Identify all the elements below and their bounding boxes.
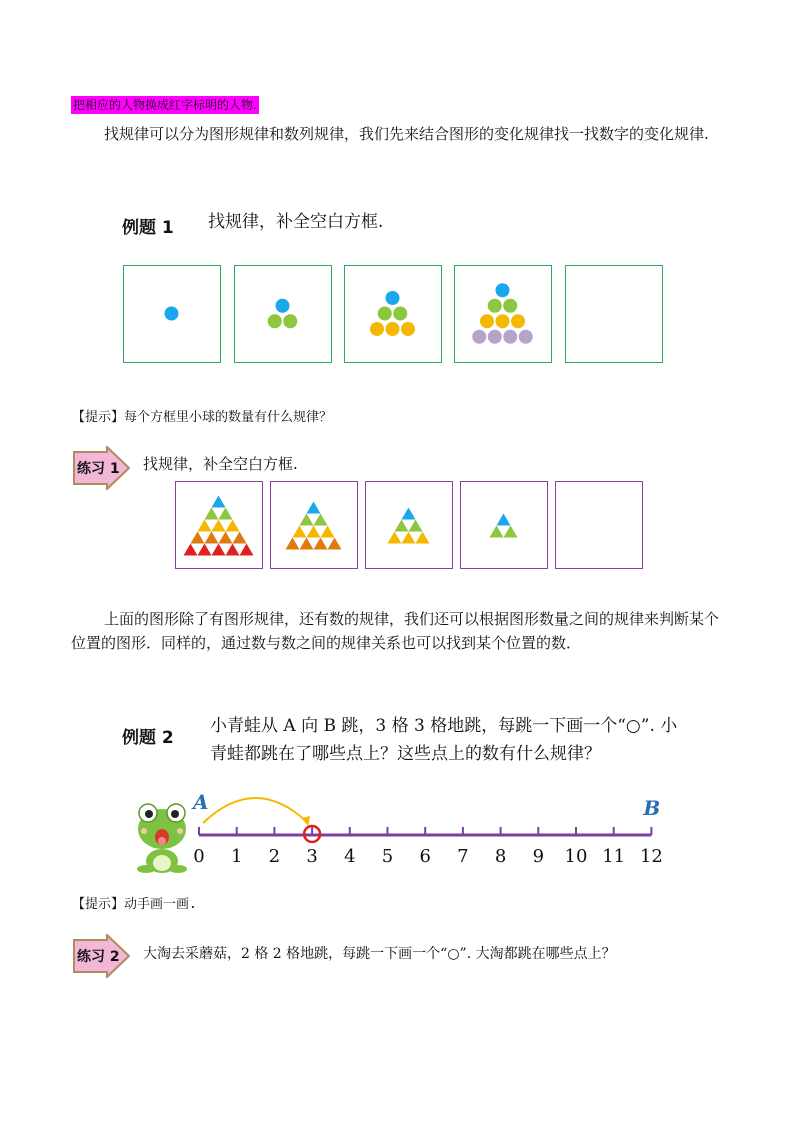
tick-label: 9 xyxy=(532,846,545,867)
ball xyxy=(386,322,400,336)
example1-hint: 【提示】每个方框里小球的数量有什么规律？ xyxy=(72,410,333,425)
tick-label: 12 xyxy=(639,846,663,867)
ball xyxy=(519,330,533,344)
ball xyxy=(378,307,392,321)
triangle xyxy=(314,514,328,526)
triangle xyxy=(314,538,328,550)
triangle xyxy=(307,502,321,514)
ball-box-3 xyxy=(344,265,442,363)
ball xyxy=(472,330,486,344)
ball xyxy=(503,299,517,313)
triangle xyxy=(286,538,300,550)
practice1-label: 练习 1 xyxy=(77,461,120,477)
triangle xyxy=(240,544,254,556)
highlight-note: 把相应的人物换成红字标明的人物. xyxy=(73,98,257,112)
triangle xyxy=(300,538,314,550)
triangle xyxy=(388,532,402,544)
triangle xyxy=(307,526,321,538)
example2-label: 例题 2 xyxy=(122,728,174,748)
ball xyxy=(401,322,415,336)
triangle-box-5 xyxy=(555,481,643,569)
jump-arc xyxy=(203,798,308,823)
number-line xyxy=(180,788,680,872)
triangle-box-1 xyxy=(175,481,263,569)
tick-label: 5 xyxy=(381,846,394,867)
tick-label: 10 xyxy=(564,846,588,867)
ball xyxy=(496,314,510,328)
triangle xyxy=(198,520,212,532)
triangle xyxy=(395,520,409,532)
ball-box-1 xyxy=(123,265,221,363)
triangle xyxy=(409,520,423,532)
triangle xyxy=(402,508,416,520)
triangle xyxy=(233,532,247,544)
triangle xyxy=(504,526,518,538)
tick-label: 6 xyxy=(419,846,431,867)
triangle xyxy=(300,514,314,526)
example2-hint: 【提示】动手画一画. xyxy=(72,897,197,912)
ball xyxy=(496,283,510,297)
tick-label: 11 xyxy=(602,846,626,867)
ball xyxy=(370,322,384,336)
example1-label: 例题 1 xyxy=(122,218,174,238)
tick-label: 1 xyxy=(230,846,243,867)
ball-box-4 xyxy=(454,265,552,363)
ball xyxy=(503,330,517,344)
triangle xyxy=(205,508,219,520)
practice2-badge xyxy=(71,934,133,982)
triangle xyxy=(226,520,240,532)
triangle xyxy=(293,526,307,538)
middle-paragraph: 上面的图形除了有图形规律，还有数的规律，我们还可以根据图形数量之间的规律来判断某个位置的图形．同样的，通过数与数之间的规律关系也可以找到某个位置的数． xyxy=(71,610,720,652)
ball xyxy=(386,291,400,305)
triangle-box-4 xyxy=(460,481,548,569)
triangle xyxy=(219,508,233,520)
point-b-label: B xyxy=(643,796,661,820)
triangle xyxy=(321,526,335,538)
ball xyxy=(393,307,407,321)
ball xyxy=(276,299,290,313)
tick-label: 8 xyxy=(494,846,507,867)
triangle xyxy=(328,538,342,550)
triangle xyxy=(219,532,233,544)
triangle-box-3 xyxy=(365,481,453,569)
tick-label: 0 xyxy=(193,846,205,867)
triangle-box-2 xyxy=(270,481,358,569)
triangle xyxy=(402,532,416,544)
practice2-label: 练习 2 xyxy=(77,949,120,965)
ball xyxy=(283,314,297,328)
triangle xyxy=(184,544,198,556)
practice1-text: 找规律，补全空白方框. xyxy=(143,455,298,473)
triangle xyxy=(416,532,430,544)
tick-label: 3 xyxy=(306,846,318,867)
tick-label: 4 xyxy=(344,846,356,867)
example2-text-line2: 青蛙都跳在了哪些点上？这些点上的数有什么规律？ xyxy=(210,744,601,764)
ball xyxy=(268,314,282,328)
triangle xyxy=(497,514,511,526)
ball xyxy=(488,299,502,313)
triangle xyxy=(191,532,205,544)
point-a-label: A xyxy=(193,790,209,814)
ball xyxy=(511,314,525,328)
triangle xyxy=(212,520,226,532)
triangle xyxy=(490,526,504,538)
practice2-text: 大淘去采蘑菇，2 格 2 格地跳，每跳一下画一个“○”. 大淘都跳在哪些点上？ xyxy=(143,946,616,962)
example1-text: 找规律，补全空白方框. xyxy=(208,212,384,232)
tick-label: 2 xyxy=(268,846,281,867)
example2-text-line1: 小青蛙从 A 向 B 跳，3 格 3 格地跳，每跳一下画一个“○”. 小 xyxy=(210,716,678,736)
triangle xyxy=(212,544,226,556)
ball xyxy=(488,330,502,344)
practice1-badge xyxy=(71,446,133,494)
tick-label: 7 xyxy=(457,846,469,867)
ball xyxy=(165,307,179,321)
triangle xyxy=(198,544,212,556)
triangle xyxy=(205,532,219,544)
ball-box-2 xyxy=(234,265,332,363)
ball xyxy=(480,314,494,328)
ball-box-5 xyxy=(565,265,663,363)
triangle xyxy=(226,544,240,556)
triangle xyxy=(212,496,226,508)
intro-paragraph: 找规律可以分为图形规律和数列规律，我们先来结合图形的变化规律找一找数字的变化规律. xyxy=(104,125,709,143)
